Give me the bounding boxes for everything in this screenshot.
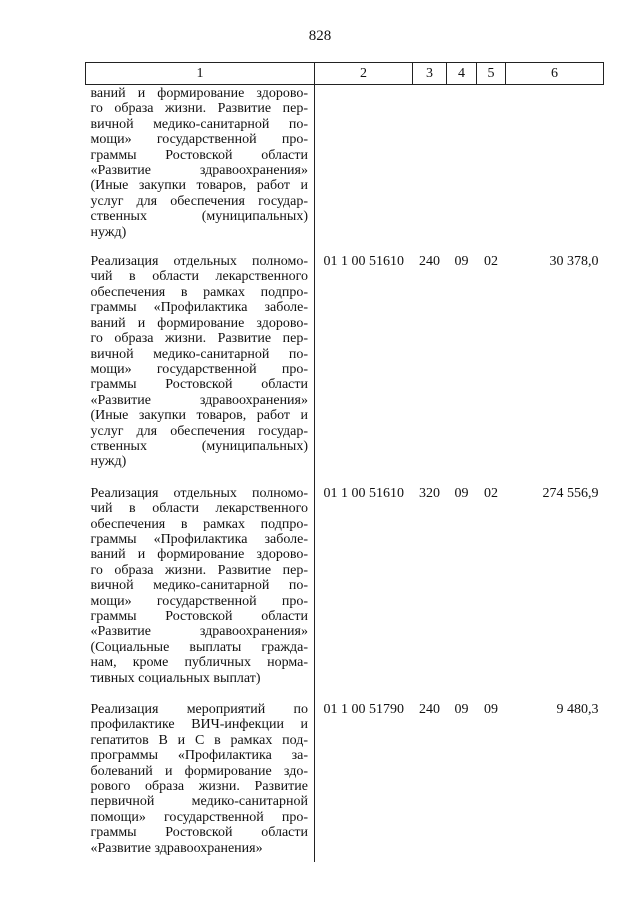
description-line: «Развитие здравоохранения» xyxy=(90,624,308,640)
row-subsection: 02 xyxy=(484,485,498,501)
description-line: программы «Профилактика за- xyxy=(90,748,308,764)
table-row-continuation xyxy=(86,85,604,245)
row-section: 09 xyxy=(454,702,469,718)
header-col-4: 4 xyxy=(447,63,477,85)
description-line: Реализация мероприятий по xyxy=(90,702,308,718)
description-line: «Развитие здравоохранения» xyxy=(90,840,263,856)
description-line: ваний и формирование здорово- xyxy=(90,315,308,331)
description-line: вичной медико-санитарной по- xyxy=(90,578,308,594)
description-line: ваний и формирование здорово- xyxy=(90,86,308,101)
header-col-6: 6 xyxy=(506,63,604,85)
description-line: «Развитие здравоохранения» xyxy=(90,163,308,179)
header-col-2: 2 xyxy=(315,63,413,85)
description-line: мощи» государственной про- xyxy=(90,361,308,377)
description-line: вичной медико-санитарной по- xyxy=(90,346,308,362)
description-line: мощи» государственной про- xyxy=(90,593,308,609)
table-row xyxy=(86,244,604,476)
description-line: (Иные закупки товаров, работ и xyxy=(90,178,308,194)
row-description xyxy=(86,244,315,476)
description-line: граммы Ростовской области xyxy=(90,147,308,163)
description-line: тивных социальных выплат) xyxy=(90,670,261,686)
description-line: Реализация отдельных полномо- xyxy=(90,254,308,270)
description-line: ственных (муниципальных) xyxy=(90,438,308,454)
description-line: нам, кроме публичных норма- xyxy=(90,655,308,671)
description-line: болеваний и формирование здо- xyxy=(90,763,308,779)
row-subsection: 09 xyxy=(484,702,498,718)
row-section: 09 xyxy=(454,254,469,270)
table-row xyxy=(86,476,604,692)
description-line: го образа жизни. Развитие пер- xyxy=(90,562,308,578)
description-line: чий в области лекарственного xyxy=(90,501,308,517)
row-expense-type: 240 xyxy=(419,702,440,718)
description-line: услуг для обеспечения государ- xyxy=(90,423,308,439)
description-line: ваний и формирование здорово- xyxy=(90,547,308,563)
row-amount: 9 480,3 xyxy=(556,702,599,718)
description-line: обеспечения в рамках подпро- xyxy=(90,284,308,300)
description-line: услуг для обеспечения государ- xyxy=(90,193,308,209)
description-line: «Развитие здравоохранения» xyxy=(90,392,308,408)
row-description xyxy=(86,476,315,692)
row-description xyxy=(86,692,315,862)
row-section: 09 xyxy=(454,485,469,501)
row-target-code: 01 1 00 51610 xyxy=(323,485,404,501)
description-line: чий в области лекарственного xyxy=(90,269,308,285)
page-number: 828 xyxy=(308,28,332,44)
header-col-3: 3 xyxy=(413,63,447,85)
description-line: граммы Ростовской области xyxy=(90,377,308,393)
row-subsection: 02 xyxy=(484,254,498,270)
description-line: го образа жизни. Развитие пер- xyxy=(90,331,308,347)
description-line: гепатитов В и С в рамках под- xyxy=(90,732,308,748)
header-col-1: 1 xyxy=(86,63,315,85)
description-line: вичной медико-санитарной по- xyxy=(90,116,308,132)
description-line: рового образа жизни. Развитие xyxy=(90,779,308,795)
budget-table xyxy=(85,62,604,862)
row-expense-type: 240 xyxy=(419,254,440,270)
description-line: помощи» государственной про- xyxy=(90,809,308,825)
row-amount: 274 556,9 xyxy=(542,485,599,501)
description-line: граммы «Профилактика заболе- xyxy=(90,300,308,316)
row-amount: 30 378,0 xyxy=(549,254,599,270)
description-line: мощи» государственной про- xyxy=(90,132,308,148)
description-line: граммы Ростовской области xyxy=(90,609,308,624)
row-target-code: 01 1 00 51790 xyxy=(323,702,404,718)
description-line: нужд) xyxy=(90,224,127,240)
description-line: (Социальные выплаты гражда- xyxy=(90,639,308,655)
description-line: обеспечения в рамках подпро- xyxy=(90,516,308,532)
row-target-code: 01 1 00 51610 xyxy=(323,254,404,270)
description-line: (Иные закупки товаров, работ и xyxy=(90,408,308,424)
row-expense-type: 320 xyxy=(419,485,440,501)
description-line: профилактике ВИЧ-инфекции и xyxy=(90,717,308,733)
header-col-5: 5 xyxy=(477,63,506,85)
description-line: ственных (муниципальных) xyxy=(90,209,308,225)
description-line: граммы «Профилактика заболе- xyxy=(90,531,308,547)
column-number-header xyxy=(86,63,604,85)
description-line: первичной медико-санитарной xyxy=(90,794,308,810)
description-line: Реализация отдельных полномо- xyxy=(90,485,308,501)
table-row xyxy=(86,692,604,862)
description-line: граммы Ростовской области xyxy=(90,825,308,841)
row-description xyxy=(86,85,315,245)
description-line: го образа жизни. Развитие пер- xyxy=(90,101,308,117)
description-line: нужд) xyxy=(90,454,127,470)
